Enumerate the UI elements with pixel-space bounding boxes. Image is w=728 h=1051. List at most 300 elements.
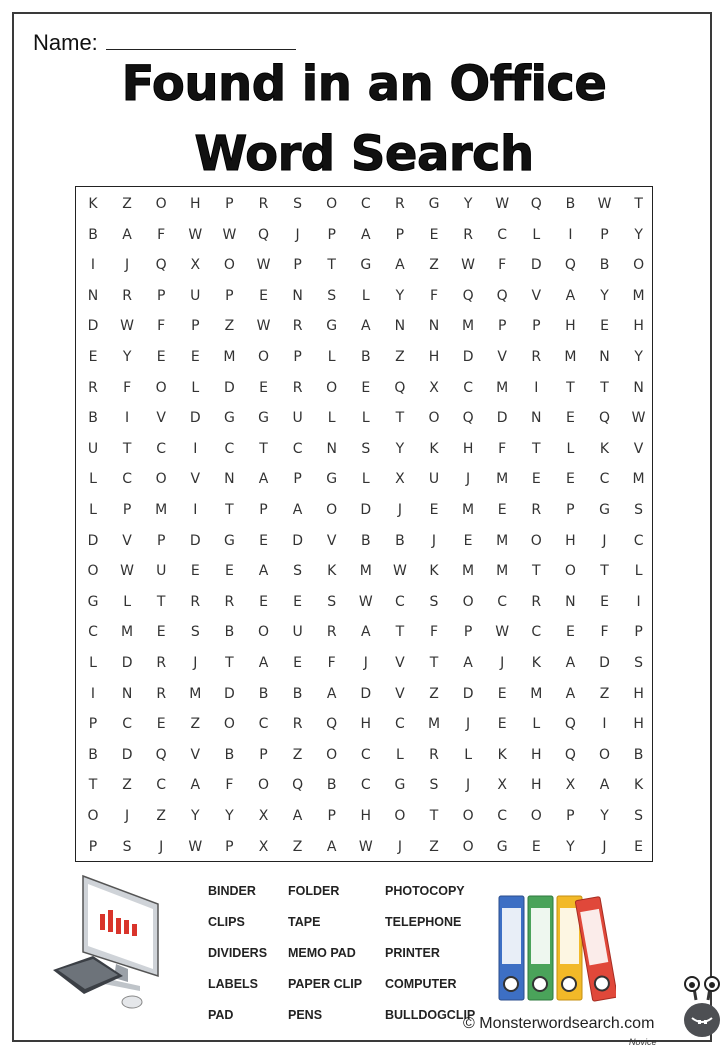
grid-letter[interactable]: W xyxy=(461,257,476,274)
grid-letter[interactable]: F xyxy=(225,777,234,794)
grid-letter[interactable]: W xyxy=(597,196,612,212)
grid-letter[interactable]: F xyxy=(429,624,439,641)
grid-letter[interactable]: O xyxy=(326,502,338,518)
grid-letter[interactable]: K xyxy=(531,655,541,671)
grid-letter[interactable]: M xyxy=(462,502,475,518)
grid-letter[interactable]: J xyxy=(466,777,471,794)
grid-letter[interactable]: S xyxy=(327,593,337,610)
grid-letter[interactable]: O xyxy=(223,257,235,274)
grid-letter[interactable]: E xyxy=(565,410,575,427)
grid-letter[interactable]: L xyxy=(532,226,541,243)
grid-letter[interactable]: L xyxy=(327,349,336,365)
grid-letter[interactable]: Y xyxy=(600,808,609,824)
grid-letter[interactable]: D xyxy=(599,655,610,671)
grid-letter[interactable]: I xyxy=(602,716,607,733)
grid-letter[interactable]: D xyxy=(87,532,99,549)
grid-letter[interactable]: Q xyxy=(326,716,338,733)
grid-letter[interactable]: P xyxy=(293,257,302,274)
grid-letter[interactable]: N xyxy=(224,471,235,488)
grid-letter[interactable]: V xyxy=(633,440,644,457)
grid-letter[interactable]: E xyxy=(565,471,575,488)
grid-letter[interactable]: T xyxy=(225,655,234,671)
grid-letter[interactable]: F xyxy=(600,624,609,641)
grid-letter[interactable]: O xyxy=(87,808,99,824)
grid-letter[interactable]: E xyxy=(259,593,268,610)
grid-letter[interactable]: V xyxy=(122,532,132,549)
grid-letter[interactable]: E xyxy=(565,624,575,641)
grid-letter[interactable]: S xyxy=(634,502,644,518)
grid-letter[interactable]: U xyxy=(428,471,440,488)
grid-letter[interactable]: L xyxy=(566,440,575,457)
grid-letter[interactable]: S xyxy=(327,287,337,304)
grid-letter[interactable]: B xyxy=(360,349,371,365)
grid-letter[interactable]: P xyxy=(259,746,268,763)
grid-letter[interactable]: W xyxy=(358,838,373,855)
grid-letter[interactable]: J xyxy=(602,838,607,855)
grid-letter[interactable]: T xyxy=(566,379,575,396)
grid-letter[interactable]: P xyxy=(497,318,507,335)
grid-letter[interactable]: O xyxy=(326,196,338,212)
grid-letter[interactable]: Z xyxy=(429,838,439,855)
grid-letter[interactable]: L xyxy=(89,471,97,488)
grid-letter[interactable]: V xyxy=(156,410,166,427)
grid-letter[interactable]: W xyxy=(358,593,373,610)
grid-letter[interactable]: C xyxy=(395,593,405,610)
grid-letter[interactable]: X xyxy=(497,777,507,794)
grid-letter[interactable]: P xyxy=(191,318,200,335)
grid-letter[interactable]: E xyxy=(190,349,200,365)
grid-letter[interactable]: J xyxy=(500,655,505,671)
grid-letter[interactable]: S xyxy=(190,624,200,641)
grid-letter[interactable]: D xyxy=(87,318,99,335)
grid-letter[interactable]: T xyxy=(225,502,234,518)
grid-letter[interactable]: Y xyxy=(395,287,405,304)
grid-letter[interactable]: P xyxy=(122,502,132,518)
grid-letter[interactable]: K xyxy=(634,777,644,794)
grid-letter[interactable]: O xyxy=(155,196,167,212)
grid-letter[interactable]: D xyxy=(496,410,508,427)
grid-letter[interactable]: E xyxy=(600,593,609,610)
grid-letter[interactable]: T xyxy=(600,379,609,396)
grid-letter[interactable]: F xyxy=(123,379,132,396)
grid-letter[interactable]: M xyxy=(462,563,475,580)
grid-letter[interactable]: D xyxy=(462,685,474,702)
grid-letter[interactable]: C xyxy=(224,440,235,457)
grid-letter[interactable]: B xyxy=(326,777,337,794)
grid-letter[interactable]: F xyxy=(498,440,507,457)
grid-letter[interactable]: B xyxy=(633,746,644,763)
grid-letter[interactable]: M xyxy=(632,471,645,488)
grid-letter[interactable]: E xyxy=(531,471,541,488)
grid-letter[interactable]: Y xyxy=(566,838,575,855)
grid-letter[interactable]: D xyxy=(292,532,303,549)
grid-letter[interactable]: Z xyxy=(122,777,132,794)
grid-letter[interactable]: B xyxy=(224,624,235,641)
grid-letter[interactable]: U xyxy=(292,410,303,427)
grid-letter[interactable]: R xyxy=(156,685,167,702)
grid-letter[interactable]: B xyxy=(224,746,235,763)
grid-letter[interactable]: O xyxy=(326,379,338,396)
grid-letter[interactable]: H xyxy=(462,440,474,457)
grid-letter[interactable]: F xyxy=(327,655,336,671)
grid-letter[interactable]: R xyxy=(258,196,269,212)
grid-letter[interactable]: E xyxy=(497,685,507,702)
grid-letter[interactable]: T xyxy=(327,257,336,274)
grid-letter[interactable]: R xyxy=(88,379,98,396)
grid-letter[interactable]: L xyxy=(361,471,370,488)
grid-letter[interactable]: Y xyxy=(634,349,643,365)
grid-letter[interactable]: C xyxy=(122,716,132,733)
grid-letter[interactable]: A xyxy=(258,655,269,671)
grid-letter[interactable]: G xyxy=(223,532,235,549)
grid-letter[interactable]: Z xyxy=(292,838,303,855)
grid-letter[interactable]: I xyxy=(568,226,573,243)
grid-letter[interactable]: Q xyxy=(394,379,406,396)
grid-letter[interactable]: V xyxy=(326,532,337,549)
grid-letter[interactable]: E xyxy=(463,532,473,549)
grid-letter[interactable]: C xyxy=(463,379,473,396)
grid-letter[interactable]: L xyxy=(634,563,643,580)
grid-letter[interactable]: A xyxy=(326,685,337,702)
grid-letter[interactable]: A xyxy=(361,624,371,641)
grid-letter[interactable]: R xyxy=(531,502,542,518)
grid-letter[interactable]: D xyxy=(189,532,201,549)
grid-letter[interactable]: O xyxy=(223,716,235,733)
grid-letter[interactable]: L xyxy=(89,655,97,671)
grid-letter[interactable]: I xyxy=(534,379,539,396)
grid-letter[interactable]: I xyxy=(193,502,198,518)
grid-letter[interactable]: L xyxy=(89,502,97,518)
grid-letter[interactable]: S xyxy=(634,655,644,671)
grid-letter[interactable]: Y xyxy=(463,196,473,212)
grid-letter[interactable]: O xyxy=(633,257,645,274)
grid-letter[interactable]: C xyxy=(88,624,98,641)
grid-letter[interactable]: O xyxy=(257,349,270,365)
grid-letter[interactable]: D xyxy=(121,655,133,671)
grid-letter[interactable]: B xyxy=(565,196,576,212)
grid-letter[interactable]: G xyxy=(258,410,269,427)
grid-letter[interactable]: C xyxy=(156,777,167,794)
grid-letter[interactable]: T xyxy=(395,410,405,427)
grid-letter[interactable]: H xyxy=(531,746,542,763)
grid-letter[interactable]: R xyxy=(292,318,303,335)
grid-letter[interactable]: B xyxy=(360,532,371,549)
grid-letter[interactable]: U xyxy=(87,440,99,457)
grid-letter[interactable]: A xyxy=(565,655,576,671)
grid-letter[interactable]: M xyxy=(496,563,509,580)
grid-letter[interactable]: M xyxy=(530,685,543,702)
grid-letter[interactable]: A xyxy=(361,318,371,335)
grid-letter[interactable]: J xyxy=(193,655,198,671)
grid-letter[interactable]: C xyxy=(531,624,542,641)
grid-letter[interactable]: E xyxy=(497,716,507,733)
grid-letter[interactable]: O xyxy=(462,593,474,610)
grid-letter[interactable]: R xyxy=(292,379,303,396)
grid-letter[interactable]: P xyxy=(156,287,166,304)
grid-letter[interactable]: N xyxy=(292,287,303,304)
grid-letter[interactable]: M xyxy=(462,318,475,335)
grid-letter[interactable]: A xyxy=(190,777,201,794)
grid-letter[interactable]: L xyxy=(395,746,404,763)
grid-letter[interactable]: O xyxy=(530,532,542,549)
grid-letter[interactable]: Q xyxy=(462,287,474,304)
grid-letter[interactable]: O xyxy=(462,808,474,824)
grid-letter[interactable]: Z xyxy=(395,349,405,365)
grid-letter[interactable]: J xyxy=(602,532,607,549)
grid-letter[interactable]: R xyxy=(395,196,405,212)
grid-letter[interactable]: P xyxy=(156,532,166,549)
grid-letter[interactable]: O xyxy=(257,777,270,794)
grid-letter[interactable]: B xyxy=(258,685,269,702)
grid-letter[interactable]: W xyxy=(188,226,203,243)
grid-letter[interactable]: G xyxy=(428,196,440,212)
grid-letter[interactable]: D xyxy=(224,685,235,702)
grid-letter[interactable]: C xyxy=(156,440,167,457)
grid-letter[interactable]: W xyxy=(120,318,135,335)
grid-letter[interactable]: F xyxy=(157,318,166,335)
grid-letter[interactable]: K xyxy=(88,196,98,212)
grid-letter[interactable]: O xyxy=(598,746,611,763)
grid-letter[interactable]: C xyxy=(497,808,508,824)
grid-letter[interactable]: D xyxy=(360,685,372,702)
grid-letter[interactable]: R xyxy=(531,349,542,365)
grid-letter[interactable]: U xyxy=(156,563,167,580)
grid-letter[interactable]: T xyxy=(88,777,98,794)
grid-letter[interactable]: T xyxy=(395,624,405,641)
grid-letter[interactable]: R xyxy=(156,655,167,671)
grid-letter[interactable]: E xyxy=(156,716,166,733)
grid-letter[interactable]: G xyxy=(496,838,508,855)
grid-letter[interactable]: K xyxy=(497,746,507,763)
grid-letter[interactable]: H xyxy=(531,777,542,794)
grid-letter[interactable]: H xyxy=(565,318,576,335)
grid-letter[interactable]: C xyxy=(395,716,405,733)
grid-letter[interactable]: O xyxy=(155,379,167,396)
grid-letter[interactable]: M xyxy=(189,685,202,702)
grid-letter[interactable]: V xyxy=(531,287,542,304)
grid-letter[interactable]: Q xyxy=(564,746,576,763)
grid-letter[interactable]: C xyxy=(292,440,303,457)
grid-letter[interactable]: P xyxy=(463,624,473,641)
grid-letter[interactable]: W xyxy=(392,563,407,580)
grid-letter[interactable]: W xyxy=(495,196,510,212)
grid-letter[interactable]: Q xyxy=(292,777,304,794)
grid-letter[interactable]: P xyxy=(88,838,98,855)
grid-letter[interactable]: X xyxy=(395,471,405,488)
grid-letter[interactable]: C xyxy=(497,593,508,610)
grid-letter[interactable]: F xyxy=(157,226,166,243)
grid-letter[interactable]: B xyxy=(292,685,303,702)
grid-letter[interactable]: P xyxy=(293,471,302,488)
grid-letter[interactable]: J xyxy=(125,808,130,824)
grid-letter[interactable]: H xyxy=(633,318,644,335)
grid-letter[interactable]: N xyxy=(428,318,440,335)
grid-letter[interactable]: Y xyxy=(122,349,132,365)
grid-letter[interactable]: J xyxy=(363,655,368,671)
grid-letter[interactable]: R xyxy=(429,746,439,763)
grid-letter[interactable]: L xyxy=(191,379,200,396)
grid-letter[interactable]: C xyxy=(360,746,371,763)
grid-letter[interactable]: V xyxy=(190,746,201,763)
grid-letter[interactable]: T xyxy=(600,563,609,580)
grid-letter[interactable]: R xyxy=(190,593,201,610)
grid-letter[interactable]: H xyxy=(633,716,644,733)
grid-letter[interactable]: Q xyxy=(564,716,576,733)
grid-letter[interactable]: K xyxy=(327,563,337,580)
grid-letter[interactable]: K xyxy=(599,440,610,457)
grid-letter[interactable]: F xyxy=(498,257,507,274)
grid-letter[interactable]: J xyxy=(466,471,471,488)
grid-letter[interactable]: X xyxy=(258,808,269,824)
grid-letter[interactable]: Q xyxy=(496,287,508,304)
grid-letter[interactable]: H xyxy=(633,685,644,702)
grid-letter[interactable]: J xyxy=(466,716,471,733)
grid-letter[interactable]: M xyxy=(121,624,134,641)
grid-letter[interactable]: W xyxy=(188,838,203,855)
grid-letter[interactable]: Z xyxy=(292,746,303,763)
grid-letter[interactable]: N xyxy=(326,440,337,457)
grid-letter[interactable]: V xyxy=(190,471,201,488)
grid-letter[interactable]: X xyxy=(258,838,269,855)
grid-letter[interactable]: E xyxy=(259,287,268,304)
grid-letter[interactable]: L xyxy=(361,287,370,304)
grid-letter[interactable]: P xyxy=(293,349,302,365)
grid-letter[interactable]: N xyxy=(121,685,133,702)
grid-letter[interactable]: M xyxy=(564,349,577,365)
grid-letter[interactable]: C xyxy=(122,471,132,488)
grid-letter[interactable]: W xyxy=(495,624,510,641)
grid-letter[interactable]: P xyxy=(225,196,234,212)
grid-letter[interactable]: S xyxy=(293,563,303,580)
name-blank-line[interactable] xyxy=(106,31,296,50)
grid-letter[interactable]: T xyxy=(532,563,541,580)
grid-letter[interactable]: Y xyxy=(191,808,200,824)
grid-letter[interactable]: I xyxy=(90,685,96,702)
grid-letter[interactable]: U xyxy=(292,624,303,641)
grid-letter[interactable]: Z xyxy=(599,685,610,702)
grid-letter[interactable]: E xyxy=(190,563,200,580)
grid-letter[interactable]: E xyxy=(293,655,303,671)
grid-letter[interactable]: L xyxy=(361,410,370,427)
grid-letter[interactable]: R xyxy=(292,716,303,733)
grid-letter[interactable]: D xyxy=(360,502,372,518)
grid-letter[interactable]: H xyxy=(565,532,576,549)
grid-letter[interactable]: V xyxy=(395,685,405,702)
grid-letter[interactable]: P xyxy=(532,318,541,335)
grid-letter[interactable]: F xyxy=(429,287,439,304)
grid-letter[interactable]: T xyxy=(122,440,132,457)
grid-letter[interactable]: E xyxy=(88,349,98,365)
grid-letter[interactable]: Z xyxy=(429,685,439,702)
grid-letter[interactable]: O xyxy=(428,410,440,427)
grid-letter[interactable]: T xyxy=(429,655,439,671)
grid-letter[interactable]: O xyxy=(326,746,338,763)
grid-letter[interactable]: W xyxy=(120,563,135,580)
grid-letter[interactable]: P xyxy=(225,838,234,855)
grid-letter[interactable]: Q xyxy=(155,746,167,763)
grid-letter[interactable]: Z xyxy=(224,318,235,335)
grid-letter[interactable]: E xyxy=(600,318,609,335)
grid-letter[interactable]: R xyxy=(122,287,132,304)
grid-letter[interactable]: N xyxy=(531,410,542,427)
grid-letter[interactable]: P xyxy=(259,502,268,518)
grid-letter[interactable]: Z xyxy=(156,808,166,824)
grid-letter[interactable]: A xyxy=(258,563,269,580)
grid-letter[interactable]: B xyxy=(88,226,98,243)
grid-letter[interactable]: T xyxy=(259,440,268,457)
grid-letter[interactable]: J xyxy=(125,257,130,274)
grid-letter[interactable]: G xyxy=(360,257,372,274)
grid-letter[interactable]: H xyxy=(190,196,201,212)
grid-letter[interactable]: O xyxy=(155,471,167,488)
grid-letter[interactable]: B xyxy=(599,257,610,274)
grid-letter[interactable]: Q xyxy=(530,196,542,212)
grid-letter[interactable]: E xyxy=(531,838,541,855)
grid-letter[interactable]: D xyxy=(530,257,542,274)
grid-letter[interactable]: A xyxy=(395,257,405,274)
grid-letter[interactable]: Y xyxy=(634,226,643,243)
grid-letter[interactable]: M xyxy=(155,502,168,518)
grid-letter[interactable]: H xyxy=(428,349,440,365)
grid-letter[interactable]: X xyxy=(190,257,201,274)
grid-letter[interactable]: W xyxy=(222,226,237,243)
grid-letter[interactable]: C xyxy=(497,226,508,243)
grid-letter[interactable]: G xyxy=(326,471,338,488)
grid-letter[interactable]: D xyxy=(189,410,201,427)
grid-letter[interactable]: W xyxy=(256,257,271,274)
grid-letter[interactable]: N xyxy=(565,593,576,610)
grid-letter[interactable]: Z xyxy=(122,196,132,212)
grid-letter[interactable]: J xyxy=(397,502,402,518)
grid-letter[interactable]: M xyxy=(223,349,236,365)
grid-letter[interactable]: A xyxy=(292,808,303,824)
grid-letter[interactable]: A xyxy=(463,655,473,671)
grid-letter[interactable]: C xyxy=(599,471,610,488)
grid-letter[interactable]: L xyxy=(123,593,131,610)
grid-letter[interactable]: E xyxy=(361,379,371,396)
grid-letter[interactable]: H xyxy=(360,808,372,824)
grid-letter[interactable]: U xyxy=(190,287,201,304)
grid-letter[interactable]: A xyxy=(292,502,303,518)
grid-letter[interactable]: T xyxy=(429,808,439,824)
grid-letter[interactable]: Z xyxy=(429,257,439,274)
grid-letter[interactable]: G xyxy=(394,777,406,794)
grid-letter[interactable]: G xyxy=(599,502,610,518)
grid-letter[interactable]: S xyxy=(429,593,439,610)
grid-letter[interactable]: Y xyxy=(395,440,405,457)
grid-letter[interactable]: Z xyxy=(190,716,201,733)
grid-letter[interactable]: R xyxy=(531,593,542,610)
grid-letter[interactable]: P xyxy=(327,226,336,243)
grid-letter[interactable]: E xyxy=(497,502,507,518)
grid-letter[interactable]: A xyxy=(599,777,610,794)
grid-letter[interactable]: Q xyxy=(564,257,576,274)
grid-letter[interactable]: R xyxy=(326,624,337,641)
grid-letter[interactable]: E xyxy=(156,349,166,365)
grid-letter[interactable]: S xyxy=(361,440,371,457)
grid-letter[interactable]: I xyxy=(125,410,130,427)
grid-letter[interactable]: Y xyxy=(225,808,234,824)
grid-letter[interactable]: V xyxy=(497,349,507,365)
grid-letter[interactable]: E xyxy=(259,379,268,396)
grid-letter[interactable]: H xyxy=(360,716,372,733)
grid-letter[interactable]: N xyxy=(599,349,610,365)
grid-letter[interactable]: B xyxy=(88,410,98,427)
grid-letter[interactable]: W xyxy=(631,410,646,427)
grid-letter[interactable]: T xyxy=(634,196,643,212)
grid-letter[interactable]: M xyxy=(496,532,509,549)
grid-letter[interactable]: C xyxy=(360,196,371,212)
